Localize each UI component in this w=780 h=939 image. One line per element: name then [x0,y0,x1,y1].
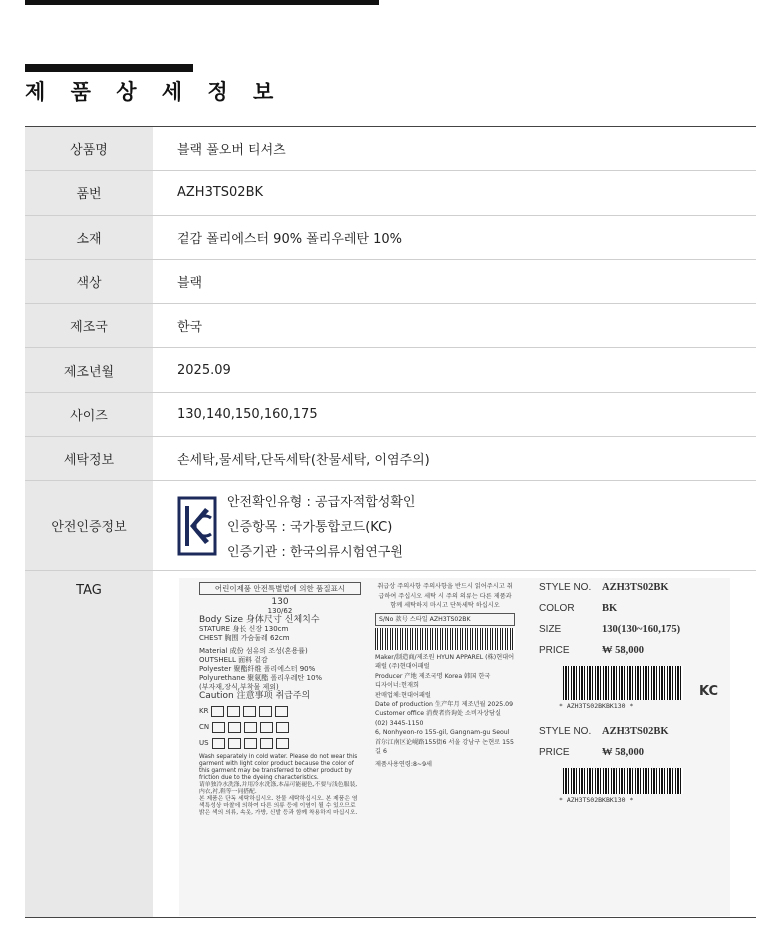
care-label-1 [199,582,361,817]
label2-office: Customer office 消费者咨询处 소비자상담실 (02) 3445-1150 [375,710,501,727]
table-row [25,437,756,481]
kc-mark-icon: KC [698,684,718,700]
style-row [539,582,724,593]
label-wash-kr: 본 제품은 단독 세탁하십시오. 찬물 세탁하십시오. 본 제품은 염색특성상 마찰에 의하여 다른 의류 등에 이염이 될 수 있으므로 밝은 색의 의류, 속옷, 가방, 신발 등과 함께 착용하지 마십시오. [199,796,358,817]
label-warning: 어린이제품 안전특별법에 의한 품질표시 [199,582,361,595]
label2-importer: 디자이너:헌재희 [375,682,419,690]
row-label: 사이즈 [25,393,153,436]
price-value-2: ₩ 58,000 [602,747,644,759]
wash-icon [212,738,225,749]
care-symbols-us [199,738,361,749]
barcode-text: * AZH3TS02BKBK130 * [559,702,634,711]
no-bleach-icon [227,706,240,717]
tag-image [179,578,730,916]
barcode-image [563,666,683,700]
size-row [539,624,724,635]
price-value: ₩ 58,000 [602,645,644,657]
care-symbols-kr [199,706,361,717]
size-label: SIZE [539,624,562,636]
top-divider-bar [25,0,379,5]
label-material: Material 成份 섬유의 조성(혼용률) [199,647,308,656]
style-label-2: STYLE NO. [539,726,592,738]
cert-lines [227,491,415,560]
label-size-top: 130 [271,597,289,608]
section-title: 제 품 상 세 정 보 [25,80,283,104]
barcode-image-2 [563,768,683,794]
price-row-2 [539,747,724,758]
style-row-2 [539,726,724,737]
label-wash-en: Wash separately in cold water. Please do not wear this garment with light color product because the color of this garment may be transferred to other product by friction due to the dyeing characteristics. [199,754,358,782]
row-label: 품번 [25,171,153,214]
table-row [25,393,756,437]
row-label: 세탁정보 [25,437,153,480]
table-row [25,171,756,215]
color-value: BK [602,603,618,615]
dry-icon [244,738,257,749]
label-stature: STATURE 身长 신장 130cm [199,625,289,634]
no-dryclean-icon [276,738,289,749]
row-label: 소재 [25,216,153,259]
wash-icon [211,706,224,717]
price-label: PRICE [539,645,570,657]
title-accent-bar [25,64,193,72]
wash-icon [212,722,225,733]
cert-item: 인증항목 : 국가통합코드(KC) [227,520,393,536]
label-poly: Polyester 聚酯纤维 폴리에스터 90% [199,665,316,674]
label-caution: Caution 注意事项 취급주의 [199,691,311,702]
cert-type: 안전확인유형 : 공급자적합성확인 [227,495,416,511]
table-row [25,348,756,392]
care-symbols-cn [199,722,361,733]
barcode-block-2 [539,768,724,804]
row-value: 블랙 [177,276,203,292]
row-value: 2025.09 [177,362,231,378]
iron-icon [243,706,256,717]
kc-logo-icon [177,496,217,556]
label-size-sub: 130/62 [267,607,293,616]
care-label-2 [375,582,515,770]
label2-address: 6, Nonhyeon-ro 155-gil, Gangnam-gu Seoul 首尔江南区论岘路155街6 서울 강남구 논현로 155길 6 [375,729,514,756]
label-wash-cn: 请单独冷水洗涤,并用冷水洗涤,本品可能褪色,不要与浅色服装,内衣,衬,鞋等一同搭配. [199,782,358,796]
country-kr: KR [199,707,209,716]
table-row [25,260,756,304]
table-row [25,127,756,171]
label2-date: Date of production 生产年月 제조년월 2025.09 [375,701,514,709]
row-value: 손세탁,물세탁,단독세탁(찬물세탁, 이염주의) [177,453,430,469]
label-outshell: OUTSHELL 面料 겉감 [199,656,268,665]
row-label: 제조국 [25,304,153,347]
row-label: 색상 [25,260,153,303]
label2-maker: Maker/制造商/제조원 HYUN APPAREL (株)현대어패럴 (주)현대어패럴 [375,654,515,671]
label2-producer: Producer 产地 제조국명 Korea 韩国 한국 [375,672,491,680]
row-value: AZH3TS02BK [177,185,264,201]
iron-icon [260,722,273,733]
dry-icon [244,722,257,733]
style-label: STYLE NO. [539,582,592,594]
row-value: 130,140,150,160,175 [177,406,318,422]
no-bleach-icon [228,738,241,749]
dry-icon [275,706,288,717]
table-row [25,216,756,260]
style-value: AZH3TS02BK [602,582,669,594]
label2-kc: 제품사용연령:8~9세 [375,761,432,769]
iron-icon [260,738,273,749]
color-label: COLOR [539,603,575,615]
product-info-table [25,126,756,918]
barcode-block [539,666,724,710]
price-label-2: PRICE [539,747,570,759]
row-label: TAG [25,571,153,917]
label2-sn: S/No 款号 스타일 AZH3TS02BK [375,613,515,626]
cert-value [153,481,756,570]
no-dryclean-icon [259,706,272,717]
no-dryclean-icon [276,722,289,733]
cert-row [25,481,756,571]
country-us: US [199,739,209,748]
row-value: 한국 [177,320,203,336]
row-value: 겉감 폴리에스터 90% 폴리우레탄 10% [177,231,403,247]
barcode-text-2: * AZH3TS02BKBK130 * [559,796,634,805]
row-label: 안전인증정보 [25,481,153,570]
country-cn: CN [199,723,210,732]
table-row [25,304,756,348]
label-body-size: Body Size 身体尺寸 신체치수 [199,615,320,626]
cert-box [177,491,415,560]
no-bleach-icon [228,722,241,733]
tag-row [25,571,756,918]
size-value: 130(130~160,175) [602,624,681,636]
price-tag [539,582,724,804]
label2-barcode [375,628,515,650]
label2-seller: 판매업체:현대어패럴 [375,691,431,699]
row-label: 상품명 [25,127,153,170]
style-value-2: AZH3TS02BK [602,726,669,738]
row-value: 블랙 풀오버 티셔츠 [177,143,286,159]
label2-head: 취급상 주의사항 주의사항을 반드시 읽어주시고 취급하여 주십시오 세탁 시 주의 의류는 다른 제품과 함께 세탁하지 마시고 단독세탁 하십시오 [377,583,513,610]
price-row [539,645,724,656]
row-label: 제조년월 [25,348,153,391]
color-row [539,603,724,614]
cert-agency: 인증기관 : 한국의류시험연구원 [227,545,403,561]
label-pu: Polyurethane 聚氨酯 폴리우레탄 10% [199,674,323,683]
tag-area [153,571,756,917]
label-chest: CHEST 胸围 가슴둘레 62cm [199,634,290,643]
label-note: (부자재,장식,부착물 제외) [199,683,279,692]
